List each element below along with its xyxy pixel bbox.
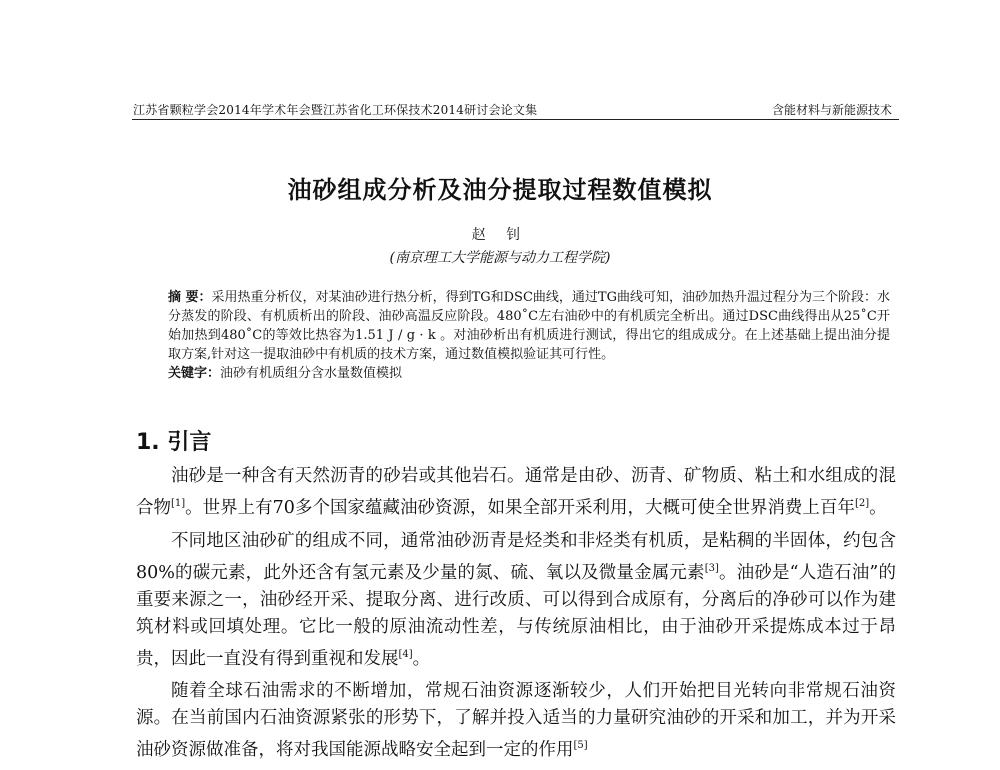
citation-ref: [2] — [854, 498, 870, 509]
citation-ref: [4] — [398, 648, 413, 660]
running-header-right: 含能材料与新能源技术 — [771, 103, 892, 117]
abstract-text: 采用热重分析仪，对某油砂进行热分析，得到TG和DSC曲线，通过TG曲线可知，油砂加热升温过程分为三个阶段：水分蒸发的阶段、有机质析出的阶段、油砂高温反应阶段。480˚C左右油砂中的有机质完全析出。通过DSC曲线得出从25˚C开始加热到480˚C的等效比热容为1.51 J / g · k 。对油砂析出有机质进行测试，得出它的组成成分。在上述基础上提出油分提取方案,针对这一提取油砂中有机质的技术方案，通过数值模拟验证其可行性。 — [168, 290, 891, 362]
section-heading: 1. 引言 — [136, 430, 212, 455]
paragraph-text: 。 — [412, 648, 431, 669]
running-header-left: 江苏省颗粒学会2014年学术年会暨江苏省化工环保技术2014研讨会论文集 — [133, 103, 538, 117]
abstract-paragraph — [168, 288, 890, 364]
abstract-block — [168, 288, 890, 383]
citation-ref: [3] — [704, 562, 719, 574]
author-name: 赵 钊 — [471, 227, 529, 243]
abstract-label: 摘 要： — [168, 290, 212, 305]
paragraph-text: 。世界上有70多个国家蕴藏油砂资源，如果全部开采利用，大概可使全世界消费上百年 — [185, 497, 855, 518]
header-rule — [132, 119, 899, 120]
paragraph-text: 。油砂是“人造石油”的重要来源之一，油砂经开采、提取分离、进行改质、可以得到合成原有，分离后的净砂可以作为建筑材料或回填处理。它比一般的原油流动性差，与传统原油相比，由于油砂开采提炼成本过于昂贵，因此一直没有得到重视和发展 — [136, 562, 896, 669]
paragraph-text: 油砂是一种含有天然沥青的砂岩或其他岩石。通常是由砂、沥青、矿物质、粘土和水组成的混合物 — [136, 466, 896, 518]
body-paragraph-1 — [136, 463, 896, 522]
body-paragraph-2 — [136, 528, 896, 673]
body-text — [136, 463, 896, 770]
paragraph-text: 随着全球石油需求的不断增加，常规石油资源逐渐较少，人们开始把目光转向非常规石油资源。在当前国内石油资源紧张的形势下，了解并投入适当的力量研究油砂的开采和加工，并为开采油砂资源做准备，将对我国能源战略安全起到一定的作用 — [136, 681, 896, 761]
keywords-line — [168, 364, 890, 383]
citation-ref: [5] — [573, 740, 588, 752]
citation-ref: [1] — [171, 498, 186, 509]
keywords-label: 关键字： — [168, 366, 221, 381]
keywords-text: 油砂有机质组分含水量数值模拟 — [220, 366, 403, 381]
author-affiliation: (南京理工大学能源与动力工程学院) — [389, 250, 611, 266]
paragraph-text: 不同地区油砂矿的组成不同，通常油砂沥青是烃类和非烃类有机质，是粘稠的半固体，约包含80%的碳元素，此外还含有氢元素及少量的氮、硫、氧以及微量金属元素 — [136, 530, 896, 583]
paper-title: 油砂组成分析及油分提取过程数值模拟 — [287, 176, 713, 204]
body-paragraph-3 — [136, 678, 896, 764]
paragraph-text: 。 — [869, 497, 887, 518]
